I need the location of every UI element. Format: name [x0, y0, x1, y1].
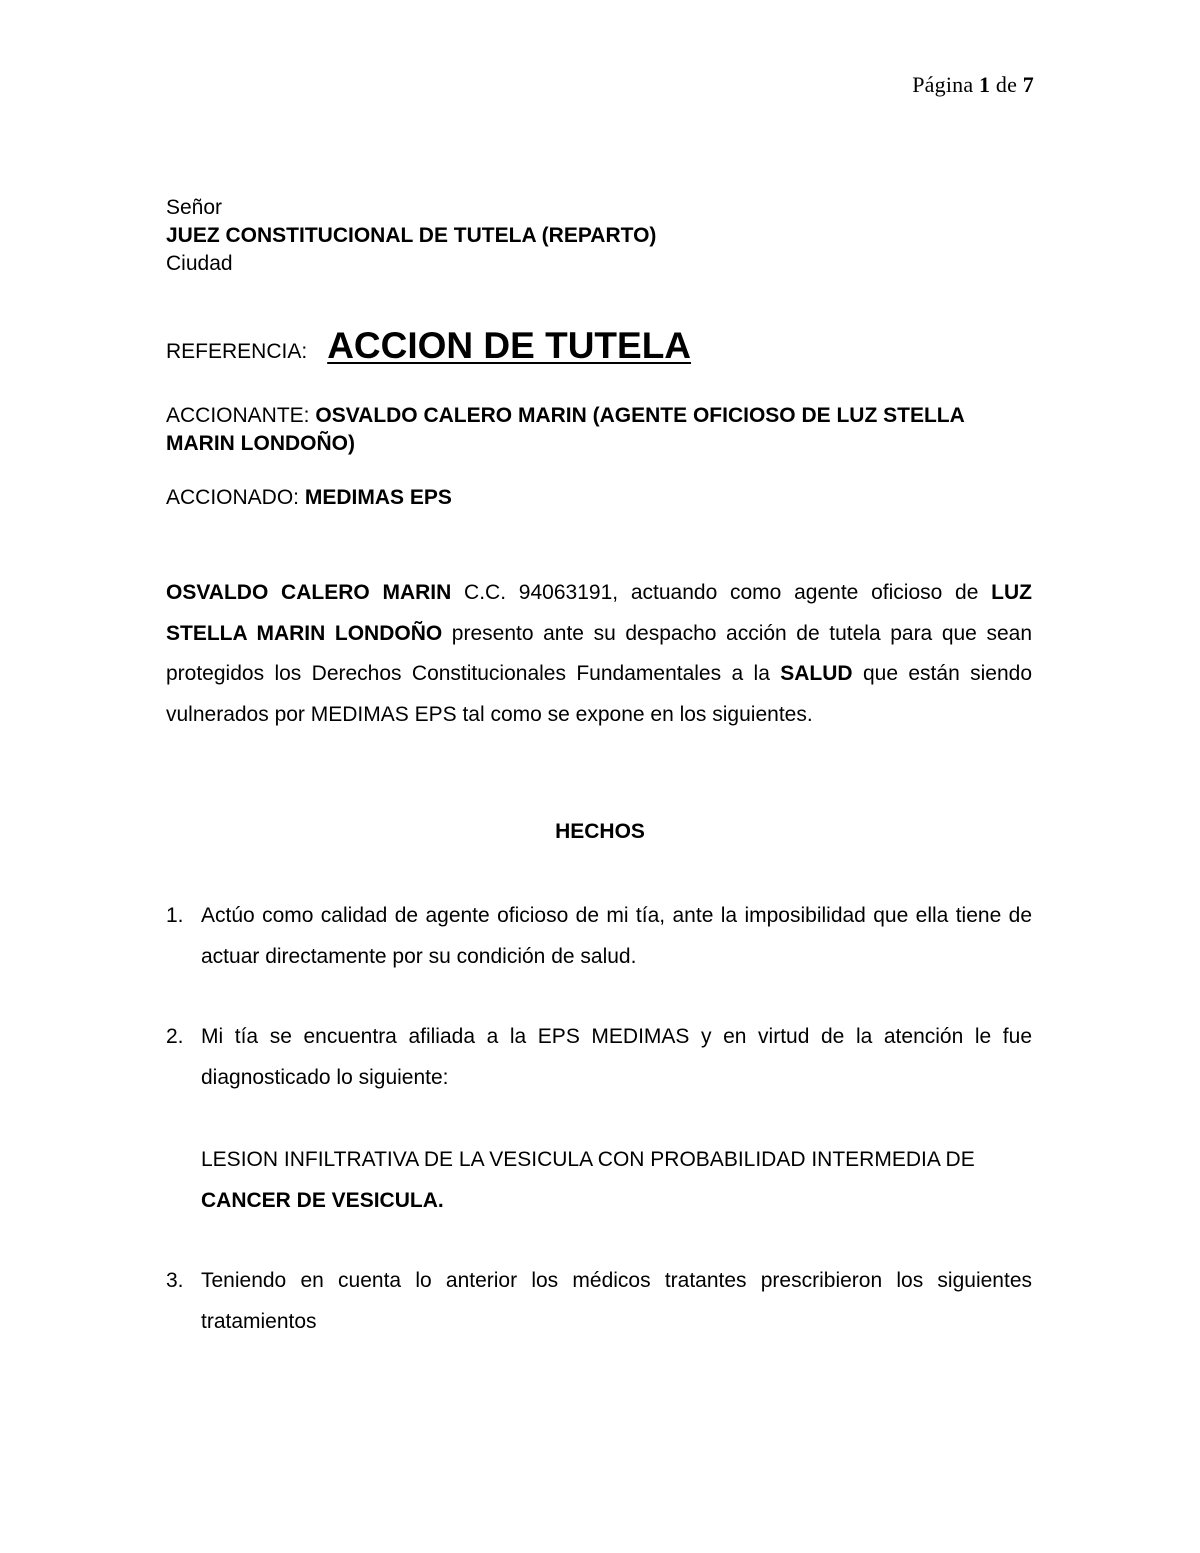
- list-item: [166, 895, 1032, 977]
- accionante-line: [166, 402, 1032, 458]
- intro-beneficiary: LUZ STELLA MARIN LONDOÑO: [166, 581, 1032, 645]
- page-number-prefix: Página: [912, 72, 974, 97]
- list-item-number: 1.: [166, 904, 184, 927]
- diagnosis-text: [201, 1139, 1032, 1221]
- list-item-number: 3.: [166, 1269, 184, 1292]
- accionante-label: ACCIONANTE:: [166, 404, 310, 427]
- addressee-block: [166, 194, 1032, 278]
- diagnosis-plain: LESION INFILTRATIVA DE LA VESICULA CON PROBABILIDAD INTERMEDIA DE: [201, 1148, 975, 1171]
- intro-text-2: presento ante su despacho acción de tutela para que sean protegidos los Derechos Constitucionales Fundamentales a la: [166, 621, 1032, 685]
- intro-text-3: que están siendo vulnerados por MEDIMAS EPS tal como se expone en los siguientes.: [166, 662, 1032, 726]
- page-number: [912, 72, 1034, 98]
- section-title-hechos: HECHOS: [555, 820, 645, 843]
- accionado-line: [166, 484, 1032, 511]
- reference-value: ACCION DE TUTELA: [327, 325, 692, 366]
- intro-right: SALUD: [780, 662, 853, 685]
- reference-label: REFERENCIA:: [166, 340, 308, 363]
- page-number-total: 7: [1022, 72, 1034, 97]
- salutation: Señor: [166, 196, 223, 219]
- intro-paragraph: [166, 573, 1032, 735]
- list-item: [166, 1260, 1032, 1342]
- accionado-value: MEDIMAS EPS: [304, 486, 452, 509]
- list-item-text: Teniendo en cuenta lo anterior los médicos tratantes prescribieron los siguientes tratamientos: [201, 1269, 1032, 1333]
- page-number-current: 1: [979, 72, 991, 97]
- page-number-separator: de: [995, 72, 1018, 97]
- list-item-text: Mi tía se encuentra afiliada a la EPS MEDIMAS y en virtud de la atención le fue diagnosticado lo siguiente:: [201, 1025, 1032, 1089]
- city: Ciudad: [166, 252, 233, 275]
- accionante-value: OSVALDO CALERO MARIN (AGENTE OFICIOSO DE LUZ STELLA MARIN LONDOÑO): [166, 404, 965, 455]
- intro-name: OSVALDO CALERO MARIN: [166, 581, 452, 604]
- intro-text-1: C.C. 94063191, actuando como agente oficioso de: [451, 581, 992, 604]
- reference-line: [166, 325, 1032, 366]
- recipient: JUEZ CONSTITUCIONAL DE TUTELA (REPARTO): [166, 224, 657, 247]
- accionado-label: ACCIONADO:: [166, 486, 300, 509]
- list-item-number: 2.: [166, 1025, 184, 1048]
- diagnosis-bold: CANCER DE VESICULA.: [201, 1189, 444, 1212]
- list-item: [166, 1016, 1032, 1098]
- list-item-text: Actúo como calidad de agente oficioso de mi tía, ante la imposibilidad que ella tiene de actuar directamente por su condición de salud.: [201, 904, 1032, 968]
